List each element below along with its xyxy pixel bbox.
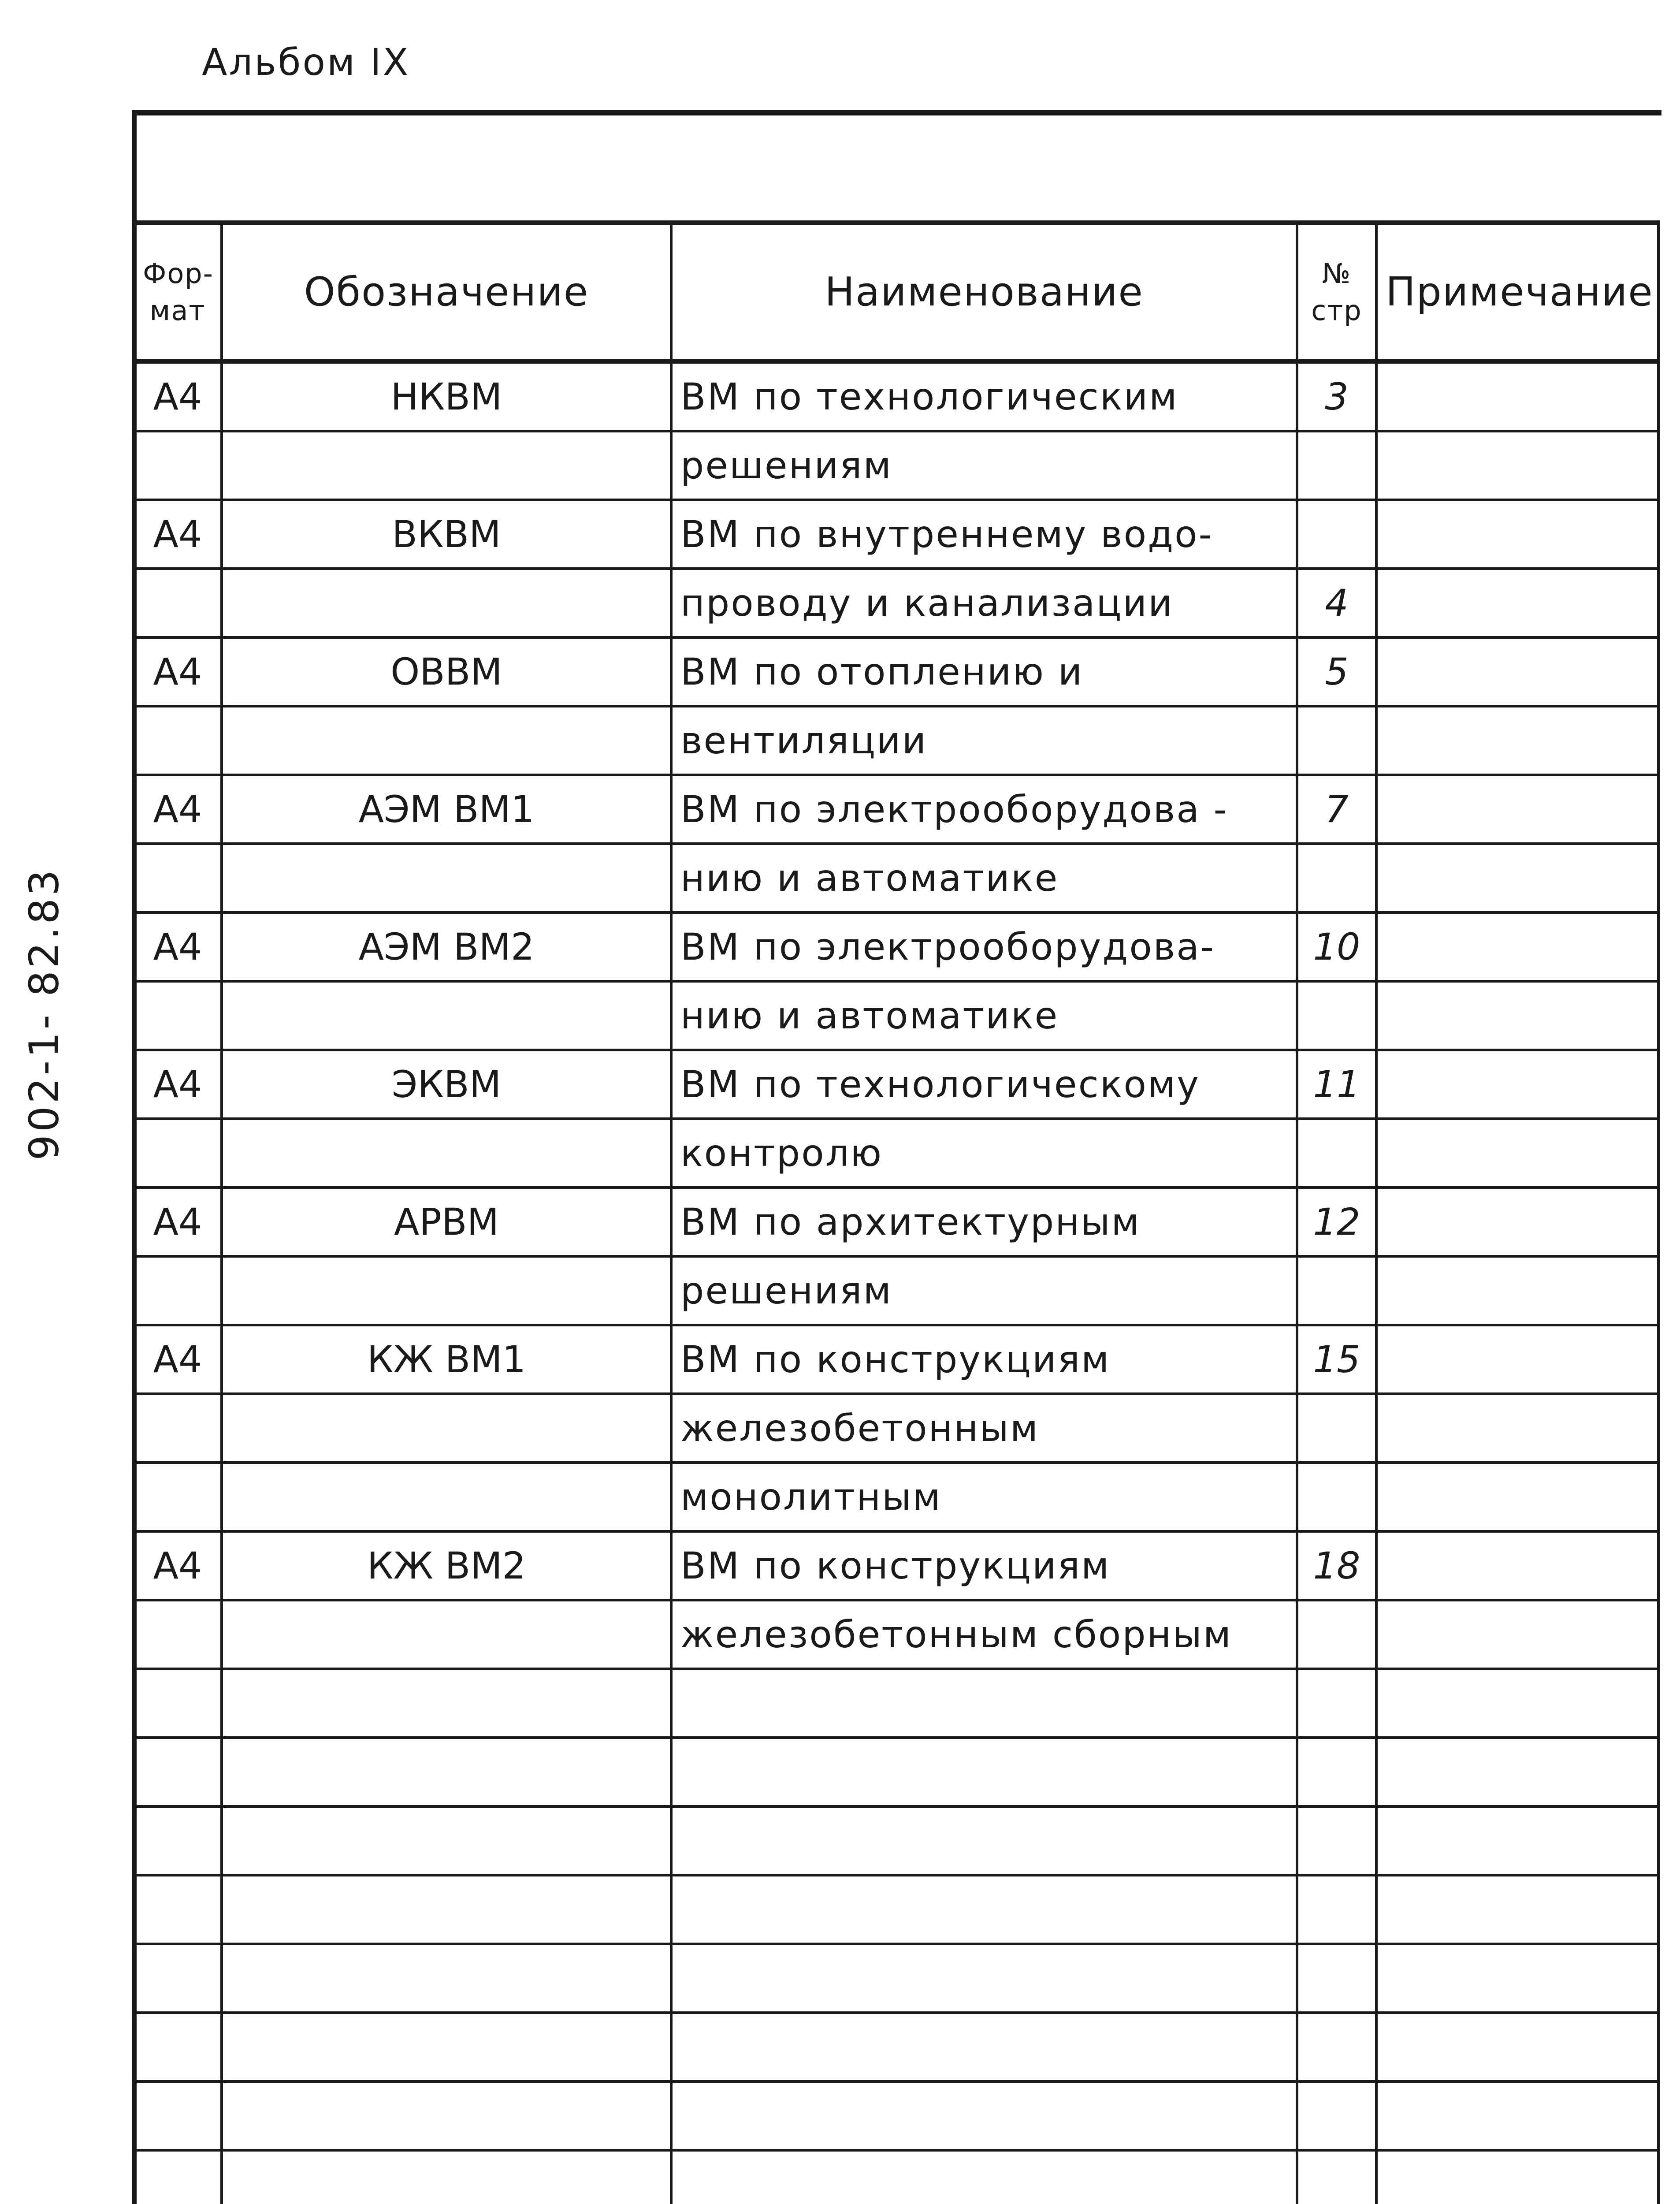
row-note [1376,431,1658,500]
row-format: А4 [134,912,222,981]
table-row [134,1394,1658,1463]
row-note [1376,500,1658,569]
empty-cell [1376,1944,1658,2013]
row-designation [222,1256,671,1325]
empty-cell [222,1738,671,1806]
empty-cell [1376,1875,1658,1944]
empty-cell [1376,2150,1658,2204]
empty-cell [1297,2013,1376,2081]
row-designation: НКВМ [222,361,671,431]
empty-cell [222,2150,671,2204]
header-designation: Обозначение [222,223,671,361]
empty-cell [134,1669,222,1738]
empty-cell [134,1738,222,1806]
row-page: 11 [1297,1050,1376,1119]
row-note [1376,637,1658,706]
row-designation [222,1600,671,1669]
row-page [1297,1600,1376,1669]
table-row [134,500,1658,569]
row-page: 15 [1297,1325,1376,1394]
header-page-text: № стр [1311,257,1362,327]
header-format-text: Фор- мат [143,257,214,327]
table-row [134,1531,1658,1600]
row-note [1376,1600,1658,1669]
row-format: А4 [134,361,222,431]
table-row [134,1119,1658,1188]
table-body [134,361,1658,2204]
table-row [134,1463,1658,1531]
row-name: вентиляции [671,706,1297,775]
table-row [134,1600,1658,1669]
row-note [1376,1050,1658,1119]
row-note [1376,1325,1658,1394]
row-designation [222,569,671,637]
row-designation [222,981,671,1050]
empty-cell [222,1944,671,2013]
empty-table-row [134,1738,1658,1806]
row-designation: АЭМ ВМ2 [222,912,671,981]
row-name: монолитным [671,1463,1297,1531]
album-label: Альбом IX [202,41,410,84]
row-name: проводу и канализации [671,569,1297,637]
empty-table-row [134,1806,1658,1875]
row-page [1297,706,1376,775]
row-page [1297,431,1376,500]
row-format: А4 [134,1050,222,1119]
table-row [134,1325,1658,1394]
row-page: 18 [1297,1531,1376,1600]
row-note [1376,569,1658,637]
row-page [1297,844,1376,912]
specification-table [132,220,1660,2204]
empty-cell [134,2013,222,2081]
empty-cell [1297,1875,1376,1944]
row-designation: ЭКВМ [222,1050,671,1119]
row-name: ВМ по электрооборудова- [671,912,1297,981]
table-row [134,706,1658,775]
row-format [134,1463,222,1531]
empty-table-row [134,2013,1658,2081]
empty-cell [222,1669,671,1738]
empty-cell [671,1806,1297,1875]
empty-cell [134,2081,222,2150]
row-page: 4 [1297,569,1376,637]
row-note [1376,1463,1658,1531]
row-designation: ВКВМ [222,500,671,569]
empty-cell [222,1875,671,1944]
row-page [1297,1119,1376,1188]
empty-cell [1297,2081,1376,2150]
empty-cell [222,1806,671,1875]
empty-cell [1376,2081,1658,2150]
row-format: А4 [134,1325,222,1394]
row-designation [222,706,671,775]
table-row [134,981,1658,1050]
row-note [1376,1531,1658,1600]
row-note [1376,1256,1658,1325]
row-designation: КЖ ВМ2 [222,1531,671,1600]
row-page: 10 [1297,912,1376,981]
empty-cell [671,1669,1297,1738]
empty-cell [1376,1806,1658,1875]
row-name: ВМ по архитектурным [671,1188,1297,1256]
row-designation [222,431,671,500]
row-name: ВМ по технологическим [671,361,1297,431]
row-name: железобетонным [671,1394,1297,1463]
empty-cell [1297,2150,1376,2204]
empty-table-row [134,2081,1658,2150]
row-page: 7 [1297,775,1376,844]
row-note [1376,775,1658,844]
row-note [1376,912,1658,981]
table-row [134,361,1658,431]
empty-table-row [134,1944,1658,2013]
row-name: ВМ по технологическому [671,1050,1297,1119]
row-name: решениям [671,431,1297,500]
row-page: 12 [1297,1188,1376,1256]
row-page: 3 [1297,361,1376,431]
empty-table-row [134,1669,1658,1738]
row-format [134,569,222,637]
row-format: А4 [134,1531,222,1600]
row-format [134,844,222,912]
row-name: контролю [671,1119,1297,1188]
row-note [1376,1119,1658,1188]
row-name: железобетонным сборным [671,1600,1297,1669]
row-format [134,981,222,1050]
table-row [134,844,1658,912]
row-name: решениям [671,1256,1297,1325]
empty-cell [671,2150,1297,2204]
table-row [134,775,1658,844]
table-row [134,569,1658,637]
empty-table-row [134,1875,1658,1944]
row-format: А4 [134,637,222,706]
empty-cell [1297,1738,1376,1806]
table-row [134,912,1658,981]
row-note [1376,981,1658,1050]
row-designation: КЖ ВМ1 [222,1325,671,1394]
header-note: Примечание [1376,223,1658,361]
row-page: 5 [1297,637,1376,706]
row-note [1376,1188,1658,1256]
empty-cell [671,1738,1297,1806]
row-designation: АРВМ [222,1188,671,1256]
row-format [134,1119,222,1188]
empty-cell [1297,1806,1376,1875]
table-header-row [134,223,1658,361]
row-format [134,431,222,500]
row-format [134,1600,222,1669]
empty-cell [222,2081,671,2150]
empty-cell [671,1944,1297,2013]
row-designation [222,1119,671,1188]
empty-cell [671,2081,1297,2150]
row-designation: АЭМ ВМ1 [222,775,671,844]
empty-cell [134,1875,222,1944]
table-row [134,637,1658,706]
row-page [1297,1463,1376,1531]
table-row [134,431,1658,500]
empty-cell [134,1806,222,1875]
row-name: нию и автоматике [671,981,1297,1050]
header-page [1297,223,1376,361]
header-name: Наименование [671,223,1297,361]
row-designation: ОВВМ [222,637,671,706]
row-note [1376,844,1658,912]
empty-cell [1297,1669,1376,1738]
row-format: А4 [134,1188,222,1256]
row-page [1297,500,1376,569]
table-row [134,1256,1658,1325]
row-designation [222,844,671,912]
row-note [1376,361,1658,431]
row-page [1297,1394,1376,1463]
side-document-code: 902-1- 82.83 [20,867,68,1161]
empty-cell [222,2013,671,2081]
row-name: ВМ по электрооборудова - [671,775,1297,844]
row-format [134,1256,222,1325]
row-page [1297,981,1376,1050]
row-format [134,1394,222,1463]
row-name: нию и автоматике [671,844,1297,912]
empty-cell [1297,1944,1376,2013]
row-name: ВМ по внутреннему водо- [671,500,1297,569]
row-format [134,706,222,775]
empty-cell [671,2013,1297,2081]
row-name: ВМ по конструкциям [671,1325,1297,1394]
table-row [134,1188,1658,1256]
header-format [134,223,222,361]
row-page [1297,1256,1376,1325]
row-designation [222,1394,671,1463]
row-format: А4 [134,500,222,569]
table-row [134,1050,1658,1119]
row-note [1376,1394,1658,1463]
empty-cell [134,1944,222,2013]
empty-table-row [134,2150,1658,2204]
row-name: ВМ по отоплению и [671,637,1297,706]
row-format: А4 [134,775,222,844]
row-name: ВМ по конструкциям [671,1531,1297,1600]
row-designation [222,1463,671,1531]
empty-cell [671,1875,1297,1944]
empty-cell [134,2150,222,2204]
empty-cell [1376,1669,1658,1738]
empty-cell [1376,2013,1658,2081]
empty-cell [1376,1738,1658,1806]
row-note [1376,706,1658,775]
